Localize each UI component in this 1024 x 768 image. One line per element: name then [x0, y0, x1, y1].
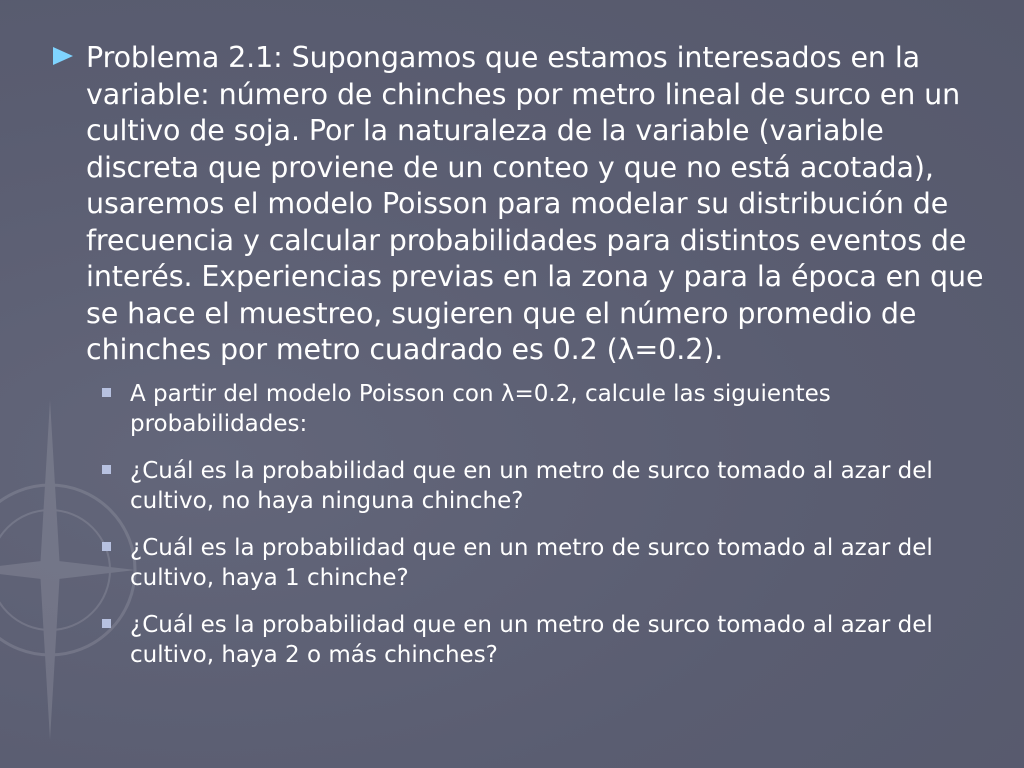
- square-bullet-icon: [102, 619, 111, 628]
- main-bullet-item: [52, 40, 992, 369]
- question-list: [52, 379, 992, 671]
- list-item: [98, 456, 992, 517]
- square-bullet-icon: [102, 388, 111, 397]
- list-item: [98, 533, 992, 594]
- right-pointer-icon: [52, 43, 78, 69]
- slide-content: [52, 40, 992, 687]
- problem-statement: Problema 2.1: Supongamos que estamos interesados en la variable: número de chinches por metro lineal de surco en un cultivo de soja. Por la naturaleza de la variable (variable discreta que proviene de un conteo y que no está acotada), usaremos el modelo Poisson para modelar su distribución de frecuencia y calcular probabilidades para distintos eventos de interés. Experiencias previas en la zona y para la época en que se hace el muestreo, sugieren que el número promedio de chinches por metro cuadrado es 0.2 (λ=0.2).: [86, 41, 984, 366]
- square-bullet-icon: [102, 542, 111, 551]
- list-item-text: ¿Cuál es la probabilidad que en un metro de surco tomado al azar del cultivo, haya 1 chinche?: [130, 534, 933, 591]
- list-item: [98, 379, 992, 440]
- list-item-text: ¿Cuál es la probabilidad que en un metro de surco tomado al azar del cultivo, no haya ninguna chinche?: [130, 457, 933, 514]
- square-bullet-icon: [102, 465, 111, 474]
- list-item-text: ¿Cuál es la probabilidad que en un metro de surco tomado al azar del cultivo, haya 2 o más chinches?: [130, 611, 933, 668]
- list-item: [98, 610, 992, 671]
- list-item-text: A partir del modelo Poisson con λ=0.2, calcule las siguientes probabilidades:: [130, 380, 831, 437]
